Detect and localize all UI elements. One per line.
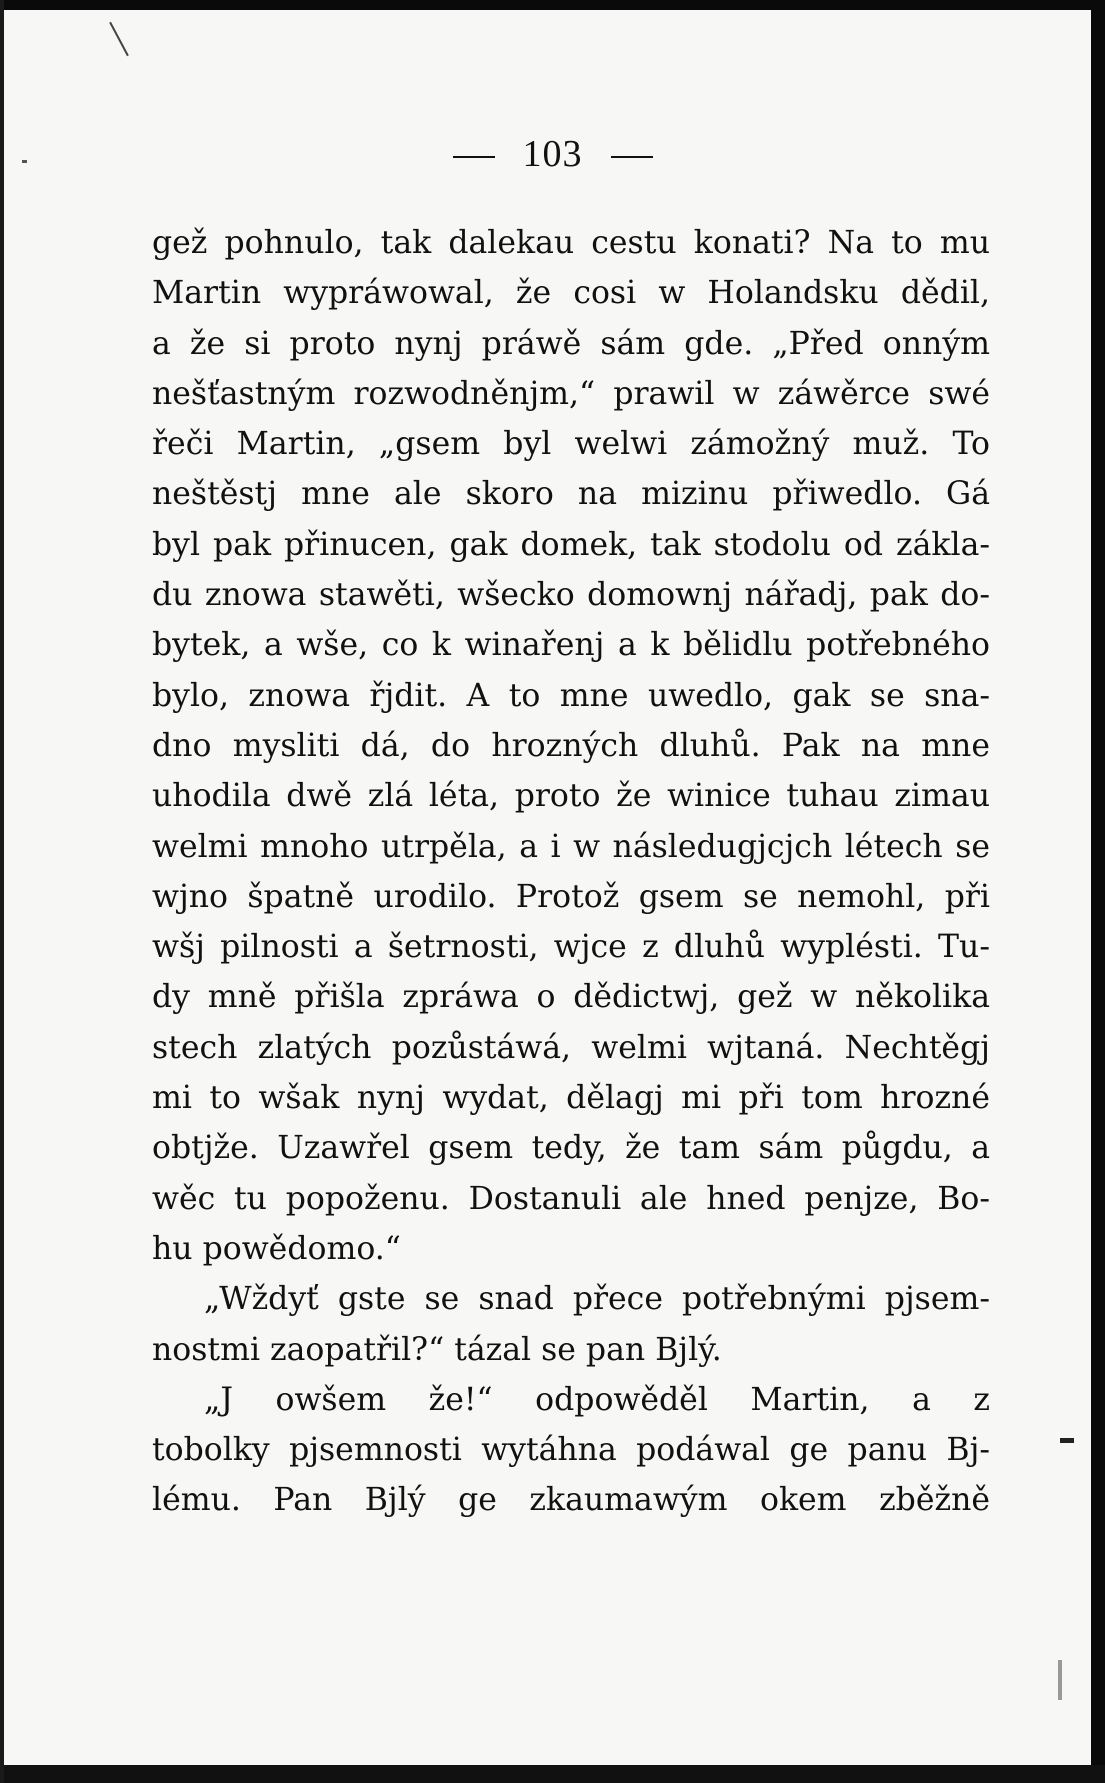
text-line: wěc tu popoženu. Dostanuli ale hned penjze, Bo- (152, 1180, 990, 1217)
text-line: tobolky pjsemnosti wytáhna podáwal ge panu Bj- (152, 1432, 990, 1469)
text-line: mi to wšak nynj wydat, dělagj mi při tom hrozné (152, 1080, 990, 1117)
text-line: obtjže. Uzawřel gsem tedy, že tam sám půgdu, a (152, 1130, 990, 1167)
text-line: hu powědomo.“ (152, 1230, 401, 1267)
body-text (152, 218, 990, 1526)
text-line: nostmi zaopatřil?“ tázal se pan Bjlý. (152, 1331, 722, 1368)
text-line: wšj pilnosti a šetrnosti, wjce z dluhů wyplésti. Tu- (152, 929, 990, 966)
text-line: Martin wypráwowal, že cosi w Holandsku dědil, (152, 275, 990, 312)
text-line: bytek, a wše, co k winařenj a k bělidlu potřebného (152, 627, 990, 664)
scan-border-bottom (0, 1765, 1105, 1783)
text-line: uhodila dwě zlá léta, proto že winice tuhau zimau (152, 778, 990, 815)
dash-left (453, 156, 495, 158)
text-line: welmi mnoho utrpěla, a i w následugjcjch létech se (152, 828, 990, 865)
text-line: a že si proto nynj práwě sám gde. „Před onným (152, 325, 990, 362)
text-line: byl pak přinucen, gak domek, tak stodolu od zákla- (152, 526, 990, 563)
text-line: neštěstj mne ale skoro na mizinu přiwedlo. Gá (152, 476, 990, 513)
text-line: gež pohnulo, tak dalekau cestu konati? Na to mu (152, 225, 990, 261)
text-line: stech zlatých pozůstáwá, welmi wjtaná. Nechtěgj (152, 1029, 990, 1066)
text-line: nešťastným rozwodněnjm,“ prawil w záwěrce swé (152, 375, 990, 412)
text-line: „Wždyť gste se snad přece potřebnými pjsem- (204, 1281, 990, 1318)
text-line: dno mysliti dá, do hrozných dluhů. Pak na mne (152, 727, 990, 764)
scan-artifact (1060, 1438, 1074, 1443)
scan-artifact (109, 22, 129, 56)
text-line: dy mně přišla zpráwa o dědictwj, gež w několika (152, 979, 990, 1016)
page-header (0, 132, 1105, 176)
scan-artifact (1058, 1660, 1062, 1700)
text-line: lému. Pan Bjlý ge zkaumawým okem zběžně (152, 1482, 990, 1519)
scan-border-right (1091, 0, 1105, 1783)
dash-right (611, 156, 653, 158)
text-line: „J owšem že!“ odpowěděl Martin, a z (204, 1381, 990, 1418)
page-number: 103 (522, 133, 583, 175)
text-line: řeči Martin, „gsem byl welwi zámožný muž. To (152, 426, 990, 463)
text-line: bylo, znowa řjdit. A to mne uwedlo, gak se sna- (152, 677, 990, 714)
scan-border-top (0, 0, 1105, 10)
text-line: du znowa stawěti, wšecko domownj nářadj, pak do- (152, 577, 990, 614)
scan-border-left (0, 0, 4, 1783)
text-line: wjno špatně urodilo. Protož gsem se nemohl, při (152, 878, 990, 915)
